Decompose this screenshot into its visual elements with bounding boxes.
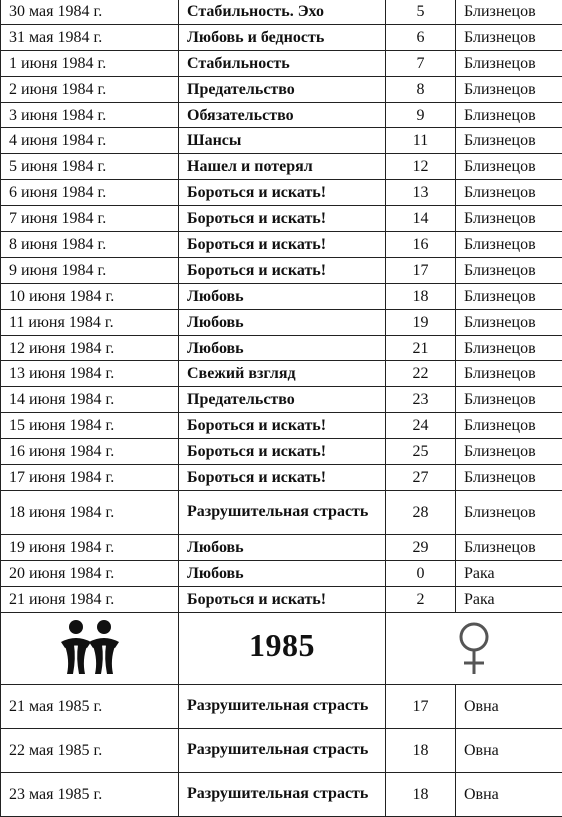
date-cell: 5 июня 1984 г. <box>1 154 179 180</box>
date-cell: 12 июня 1984 г. <box>1 335 179 361</box>
date-cell: 4 июня 1984 г. <box>1 128 179 154</box>
table-row <box>1 0 562 24</box>
degree-cell: 18 <box>386 772 456 816</box>
sign-cell: Близнецов <box>456 490 562 534</box>
title-cell: Нашел и потерял <box>179 154 386 180</box>
date-cell: 17 июня 1984 г. <box>1 465 179 491</box>
table-row <box>1 413 562 439</box>
year-header-row <box>1 612 562 684</box>
sign-cell: Близнецов <box>456 24 562 50</box>
title-cell: Бороться и искать! <box>179 180 386 206</box>
sign-cell: Овна <box>456 728 562 772</box>
title-cell: Бороться и искать! <box>179 232 386 258</box>
date-cell: 1 июня 1984 г. <box>1 50 179 76</box>
table-row <box>1 232 562 258</box>
degree-cell: 11 <box>386 128 456 154</box>
sign-cell: Близнецов <box>456 50 562 76</box>
degree-cell: 17 <box>386 257 456 283</box>
gemini-twins-icon <box>57 618 123 678</box>
degree-cell: 14 <box>386 206 456 232</box>
sign-cell: Близнецов <box>456 361 562 387</box>
degree-cell: 18 <box>386 728 456 772</box>
degree-cell: 29 <box>386 534 456 560</box>
table-row <box>1 180 562 206</box>
degree-cell: 17 <box>386 684 456 728</box>
sign-cell: Близнецов <box>456 439 562 465</box>
degree-cell: 24 <box>386 413 456 439</box>
date-cell: 14 июня 1984 г. <box>1 387 179 413</box>
degree-cell: 25 <box>386 439 456 465</box>
sign-cell: Близнецов <box>456 309 562 335</box>
table-row <box>1 387 562 413</box>
sign-cell: Овна <box>456 772 562 816</box>
sign-cell: Близнецов <box>456 76 562 102</box>
table-row <box>1 76 562 102</box>
date-cell: 7 июня 1984 г. <box>1 206 179 232</box>
sign-cell: Близнецов <box>456 257 562 283</box>
table-row <box>1 128 562 154</box>
table-row <box>1 361 562 387</box>
title-cell: Шансы <box>179 128 386 154</box>
title-cell: Бороться и искать! <box>179 206 386 232</box>
date-cell: 15 июня 1984 г. <box>1 413 179 439</box>
title-cell: Бороться и искать! <box>179 439 386 465</box>
sign-cell: Близнецов <box>456 413 562 439</box>
date-cell: 13 июня 1984 г. <box>1 361 179 387</box>
year-section <box>1 612 562 684</box>
date-cell: 18 июня 1984 г. <box>1 490 179 534</box>
table-row <box>1 24 562 50</box>
table-row <box>1 283 562 309</box>
sign-cell: Близнецов <box>456 0 562 24</box>
title-cell: Любовь <box>179 335 386 361</box>
date-cell: 30 мая 1984 г. <box>1 0 179 24</box>
date-cell: 19 июня 1984 г. <box>1 534 179 560</box>
title-cell: Бороться и искать! <box>179 257 386 283</box>
table-row <box>1 206 562 232</box>
sign-cell: Близнецов <box>456 102 562 128</box>
date-cell: 20 июня 1984 г. <box>1 560 179 586</box>
title-cell: Предательство <box>179 387 386 413</box>
title-cell: Стабильность <box>179 50 386 76</box>
sign-cell: Рака <box>456 586 562 612</box>
table-row <box>1 465 562 491</box>
table-row <box>1 728 562 772</box>
date-cell: 10 июня 1984 г. <box>1 283 179 309</box>
sign-cell: Рака <box>456 560 562 586</box>
title-cell: Любовь <box>179 534 386 560</box>
year-label: 1985 <box>249 627 315 663</box>
date-cell: 23 мая 1985 г. <box>1 772 179 816</box>
title-cell: Бороться и искать! <box>179 413 386 439</box>
table-row <box>1 772 562 816</box>
degree-cell: 19 <box>386 309 456 335</box>
degree-cell: 16 <box>386 232 456 258</box>
year-header-left-cell <box>1 612 179 684</box>
title-cell: Разрушительная страсть <box>179 684 386 728</box>
date-cell: 11 июня 1984 г. <box>1 309 179 335</box>
sign-cell: Овна <box>456 684 562 728</box>
date-cell: 8 июня 1984 г. <box>1 232 179 258</box>
degree-cell: 7 <box>386 50 456 76</box>
sign-cell: Близнецов <box>456 206 562 232</box>
degree-cell: 28 <box>386 490 456 534</box>
table-row <box>1 50 562 76</box>
date-cell: 31 мая 1984 г. <box>1 24 179 50</box>
table-row <box>1 560 562 586</box>
sign-cell: Близнецов <box>456 387 562 413</box>
table-row <box>1 154 562 180</box>
date-cell: 9 июня 1984 г. <box>1 257 179 283</box>
table-row <box>1 586 562 612</box>
table-row <box>1 309 562 335</box>
title-cell: Любовь <box>179 309 386 335</box>
date-cell: 21 мая 1985 г. <box>1 684 179 728</box>
title-cell: Предательство <box>179 76 386 102</box>
degree-cell: 8 <box>386 76 456 102</box>
date-cell: 2 июня 1984 г. <box>1 76 179 102</box>
title-cell: Любовь и бедность <box>179 24 386 50</box>
date-cell: 21 июня 1984 г. <box>1 586 179 612</box>
degree-cell: 13 <box>386 180 456 206</box>
table-row <box>1 335 562 361</box>
rows-1984 <box>1 0 562 612</box>
date-cell: 16 июня 1984 г. <box>1 439 179 465</box>
table-row <box>1 534 562 560</box>
title-cell: Стабильность. Эхо <box>179 0 386 24</box>
date-cell: 22 мая 1985 г. <box>1 728 179 772</box>
table-row <box>1 257 562 283</box>
degree-cell: 22 <box>386 361 456 387</box>
date-cell: 3 июня 1984 г. <box>1 102 179 128</box>
sign-cell: Близнецов <box>456 154 562 180</box>
sign-cell: Близнецов <box>456 465 562 491</box>
rows-1985 <box>1 684 562 816</box>
title-cell: Бороться и искать! <box>179 586 386 612</box>
sign-cell: Близнецов <box>456 335 562 361</box>
degree-cell: 12 <box>386 154 456 180</box>
sign-cell: Близнецов <box>456 534 562 560</box>
title-cell: Свежий взгляд <box>179 361 386 387</box>
table-row <box>1 102 562 128</box>
sign-cell: Близнецов <box>456 180 562 206</box>
table-row <box>1 684 562 728</box>
sign-cell: Близнецов <box>456 232 562 258</box>
date-cell: 6 июня 1984 г. <box>1 180 179 206</box>
degree-cell: 5 <box>386 0 456 24</box>
title-cell: Любовь <box>179 283 386 309</box>
sign-cell: Близнецов <box>456 283 562 309</box>
title-cell: Разрушительная страсть <box>179 728 386 772</box>
degree-cell: 21 <box>386 335 456 361</box>
title-cell: Бороться и искать! <box>179 465 386 491</box>
degree-cell: 27 <box>386 465 456 491</box>
table-row <box>1 439 562 465</box>
degree-cell: 2 <box>386 586 456 612</box>
degree-cell: 18 <box>386 283 456 309</box>
sign-cell: Близнецов <box>456 128 562 154</box>
degree-cell: 0 <box>386 560 456 586</box>
title-cell: Разрушительная страсть <box>179 772 386 816</box>
table-row <box>1 490 562 534</box>
degree-cell: 23 <box>386 387 456 413</box>
title-cell: Обязательство <box>179 102 386 128</box>
degree-cell: 9 <box>386 102 456 128</box>
degree-cell: 6 <box>386 24 456 50</box>
title-cell: Разрушительная страсть <box>179 490 386 534</box>
year-cell <box>179 612 386 684</box>
year-header-right-cell <box>386 612 562 684</box>
venus-icon <box>454 620 494 676</box>
title-cell: Любовь <box>179 560 386 586</box>
